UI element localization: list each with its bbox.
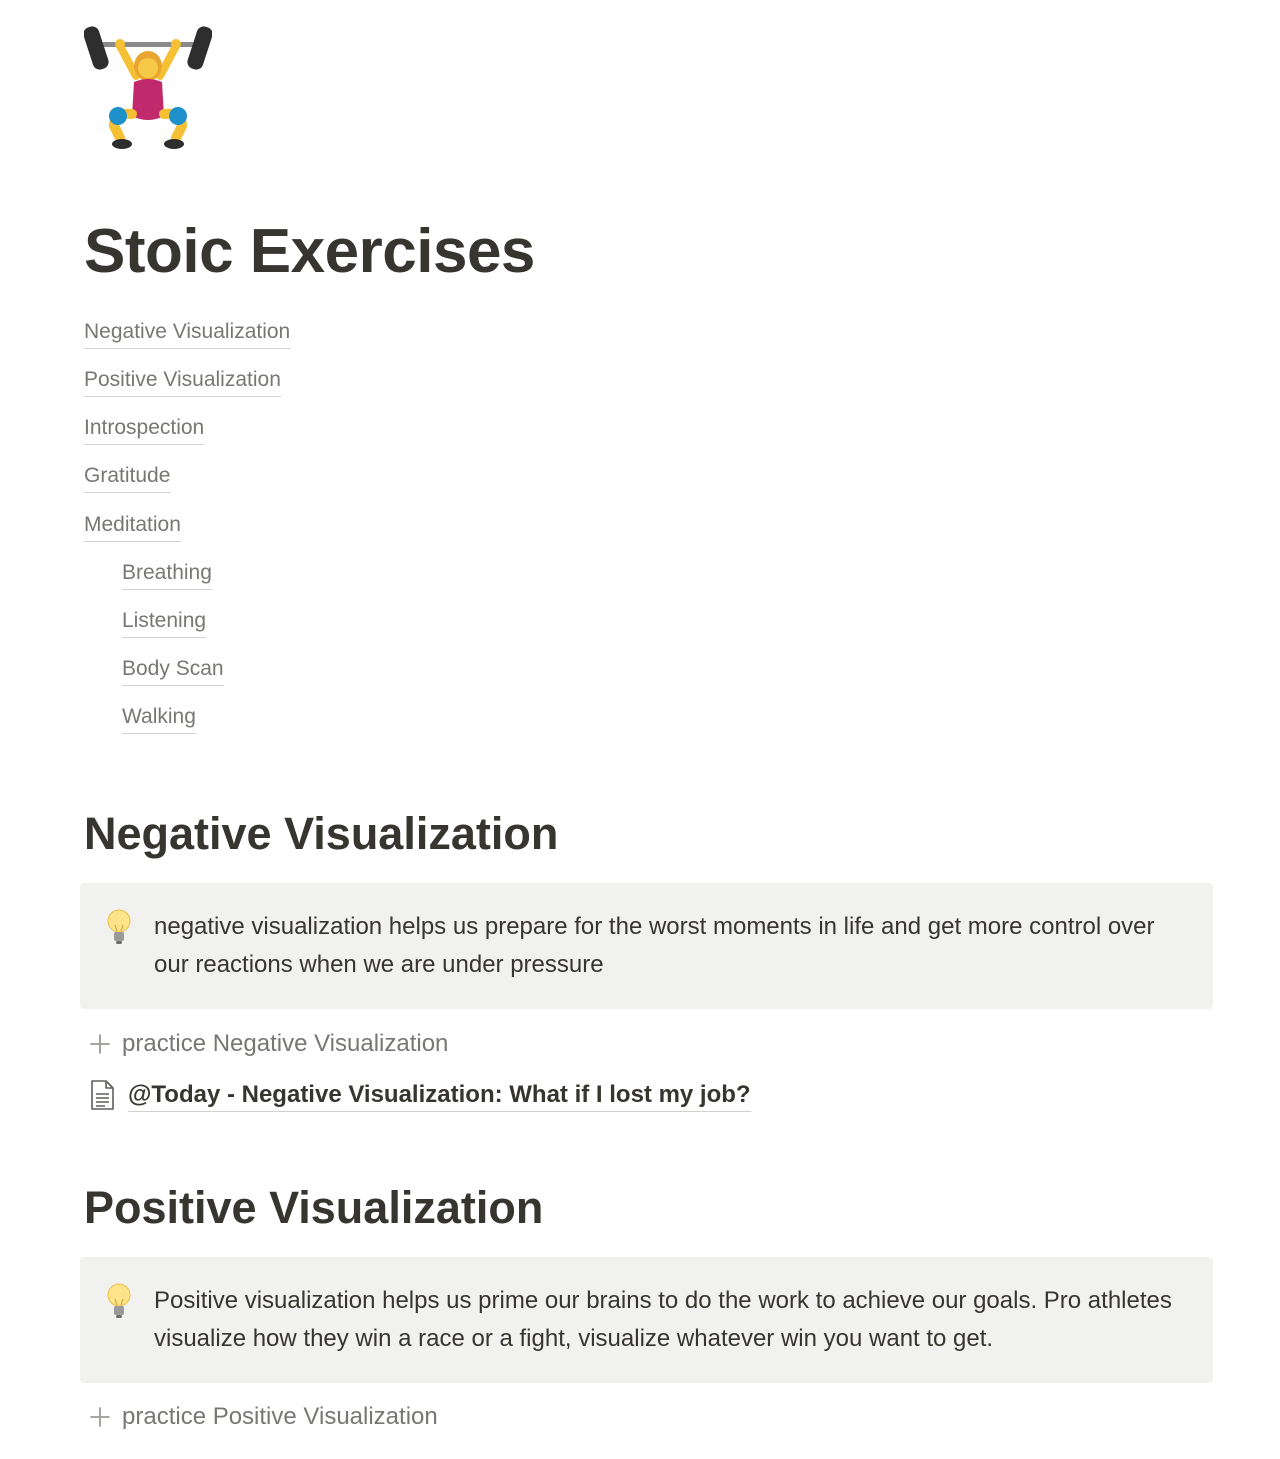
callout-negative-visualization[interactable] (80, 883, 1213, 1009)
linked-page-title[interactable]: @Today - Negative Visualization: What if I lost my job? (128, 1079, 751, 1112)
toc-item-meditation[interactable]: Meditation (84, 511, 181, 542)
add-label: practice Positive Visualization (122, 1403, 438, 1430)
toc-item-walking[interactable]: Walking (122, 703, 196, 734)
light-bulb-icon[interactable] (104, 1281, 134, 1321)
toc-item-listening[interactable]: Listening (122, 607, 206, 638)
toc-item-introspection[interactable]: Introspection (84, 414, 204, 445)
toc-item-gratitude[interactable]: Gratitude (84, 462, 170, 493)
section-heading-negative-visualization[interactable]: Negative Visualization (84, 808, 559, 859)
person-lifting-weights-icon[interactable] (84, 20, 212, 152)
toc-item-breathing[interactable]: Breathing (122, 559, 212, 590)
document-icon (88, 1079, 116, 1111)
toc-item-body-scan[interactable]: Body Scan (122, 655, 224, 686)
toc-item-negative-visualization[interactable]: Negative Visualization (84, 318, 290, 349)
light-bulb-icon[interactable] (104, 907, 134, 947)
plus-icon (88, 1032, 112, 1056)
page-title[interactable]: Stoic Exercises (84, 217, 535, 286)
add-practice-negative-visualization-button[interactable] (88, 1027, 448, 1061)
section-heading-positive-visualization[interactable]: Positive Visualization (84, 1182, 544, 1233)
add-practice-positive-visualization-button[interactable] (88, 1400, 438, 1434)
callout-text[interactable]: Positive visualization helps us prime our brains to do the work to achieve our goals. Pro athletes visualize how they win a race or a fight, visualize whatever win you want to get. (154, 1287, 1172, 1352)
callout-positive-visualization[interactable] (80, 1257, 1213, 1383)
callout-text[interactable]: negative visualization helps us prepare for the worst moments in life and get more control over our reactions when we are under pressure (154, 913, 1155, 978)
toc-item-positive-visualization[interactable]: Positive Visualization (84, 366, 281, 397)
plus-icon (88, 1405, 112, 1429)
add-label: practice Negative Visualization (122, 1030, 449, 1057)
linked-page-entry[interactable] (88, 1077, 751, 1113)
